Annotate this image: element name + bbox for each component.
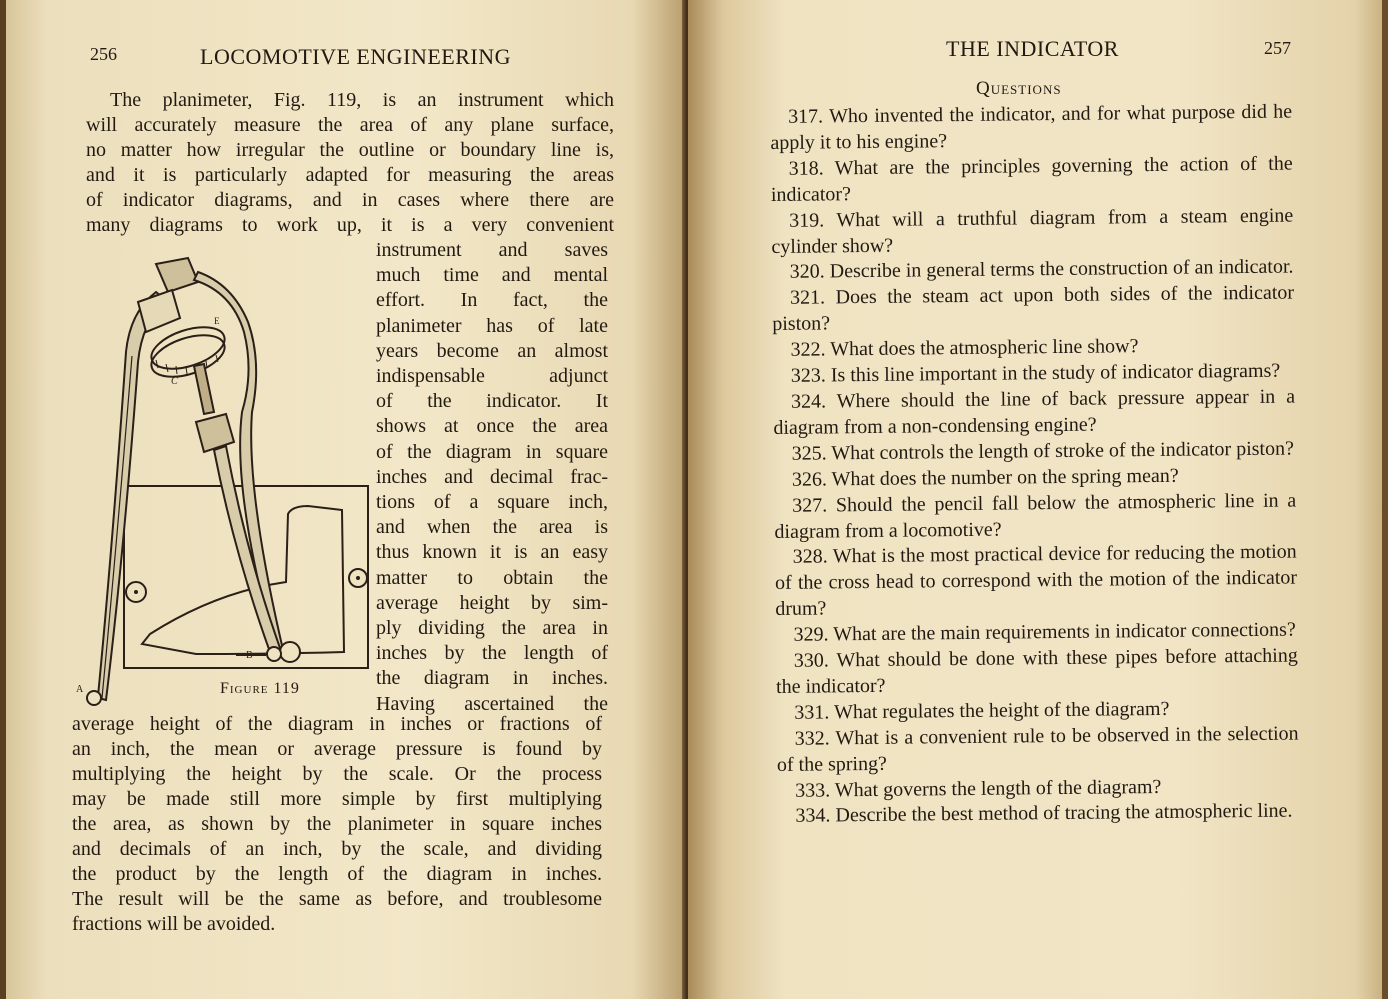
text-line: much time and mental	[376, 264, 608, 287]
text-line: the area, as shown by the planimeter in square inches	[72, 813, 602, 835]
question-text: What does the number on the spring mean?	[831, 464, 1179, 491]
question-number: 323.	[790, 364, 826, 387]
question-number: 324.	[790, 390, 827, 413]
text-line: of the indicator. It	[376, 390, 608, 413]
question-item	[771, 151, 1294, 208]
question-text: Is this line important in the study of indicator diagrams?	[830, 359, 1281, 387]
text-line: multiplying the height by the scale. Or the process	[72, 763, 602, 785]
text-line: inches by the length of	[376, 642, 608, 665]
text-line: and it is particularly adapted for measuring the areas	[86, 164, 614, 186]
right-page-number: 257	[1264, 38, 1291, 58]
question-text: What are the main requirements in indicator connections?	[833, 618, 1296, 646]
question-text: Does the steam act upon both sides of the indicator piston?	[772, 281, 1295, 336]
question-item	[775, 540, 1298, 623]
left-intro-paragraph	[86, 88, 614, 238]
questions-heading: Questions	[976, 78, 1062, 99]
question-text: What is the most practical device for reducing the motion of the cross head to correspond with the motion of the indicator drum?	[774, 540, 1298, 621]
question-text: Where should the line of back pressure appear in a diagram from a non-condensing engine?	[773, 385, 1296, 439]
right-running-head: THE INDICATOR	[946, 36, 1119, 61]
question-text: What does the atmospheric line show?	[830, 335, 1139, 361]
text-line: Having ascertained the	[376, 692, 608, 715]
question-text: What should be done with these pipes before attaching the indicator?	[775, 644, 1298, 698]
text-line: the product by the length of the diagram in inches.	[72, 863, 602, 885]
text-line: instrument and saves	[376, 239, 608, 261]
question-item	[770, 100, 1293, 157]
text-line: planimeter has of late	[376, 314, 608, 337]
question-number: 332.	[794, 727, 830, 750]
text-line: an inch, the mean or average pressure is found by	[72, 738, 602, 760]
text-line: the diagram in inches.	[376, 667, 608, 690]
text-line: of the diagram in square	[376, 440, 608, 463]
text-line: fractions will be avoided.	[72, 913, 276, 935]
question-number: 331.	[794, 701, 830, 724]
questions-list	[770, 100, 1300, 831]
text-line: inches and decimal frac-	[376, 465, 608, 488]
question-number: 325.	[791, 442, 827, 465]
text-line: and when the area is	[376, 516, 608, 539]
question-number: 317.	[788, 105, 824, 128]
text-line: many diagrams to work up, it is a very convenient	[86, 214, 614, 236]
figure-label-e: E	[214, 316, 220, 326]
question-item	[777, 799, 1299, 830]
left-page-number: 256	[90, 44, 117, 64]
text-line: may be made still more simple by first multiplying	[72, 788, 602, 810]
text-line: shows at once the area	[376, 415, 608, 438]
question-item	[772, 281, 1295, 338]
question-text: Describe in general terms the construction of an indicator.	[829, 255, 1294, 283]
question-text: What regulates the height of the diagram?	[833, 697, 1170, 724]
text-line: of indicator diagrams, and in cases where there are	[86, 189, 614, 211]
question-number: 328.	[792, 545, 828, 569]
text-line: tions of a square inch,	[376, 491, 608, 514]
text-line: The planimeter, Fig. 119, is an instrument which	[110, 89, 614, 111]
question-number: 326.	[791, 468, 828, 491]
question-item	[771, 203, 1294, 260]
question-text: Describe the best method of tracing the atmospheric line.	[835, 800, 1293, 827]
text-line: thus known it is an easy	[376, 541, 608, 564]
question-text: What governs the length of the diagram?	[834, 775, 1162, 801]
figure-label-b: B	[246, 650, 253, 661]
question-item	[774, 488, 1297, 545]
question-number: 320.	[789, 260, 825, 284]
left-wrap-column	[376, 238, 608, 717]
question-text: Should the pencil fall below the atmospheric line in a diagram from a locomotive?	[774, 489, 1297, 543]
question-number: 333.	[795, 778, 831, 802]
text-line: matter to obtain the	[376, 566, 608, 589]
question-text: Who invented the indicator, and for what purpose did he apply it to his engine?	[770, 100, 1293, 154]
figure-label-c: C	[171, 376, 178, 387]
question-item	[774, 436, 1296, 467]
text-line: average height of the diagram in inches or fractions of	[72, 713, 602, 735]
text-line: effort. In fact, the	[376, 289, 608, 312]
question-item	[773, 384, 1296, 441]
question-number: 319.	[789, 209, 825, 232]
question-text: What controls the length of stroke of the indicator piston?	[831, 437, 1295, 465]
question-text: What is a convenient rule to be observed in the selection of the spring?	[776, 722, 1299, 776]
text-line: ply dividing the area in	[376, 617, 608, 640]
question-number: 321.	[789, 286, 826, 310]
question-number: 329.	[793, 623, 829, 646]
question-number: 334.	[795, 804, 831, 828]
left-bottom-paragraph	[72, 712, 602, 937]
text-line: no matter how irregular the outline or boundary line is,	[86, 139, 614, 161]
question-number: 322.	[790, 338, 826, 361]
question-item	[777, 721, 1300, 778]
question-number: 318.	[788, 157, 824, 180]
question-text: What are the principles governing the action of the indicator?	[770, 152, 1293, 206]
question-number: 330.	[793, 649, 829, 672]
text-line: average height by sim-	[376, 591, 608, 614]
figure-caption: Figure 119	[220, 680, 300, 697]
question-item	[776, 644, 1299, 701]
text-line: The result will be the same as before, and troublesome	[72, 888, 602, 910]
figure-label-a: A	[76, 684, 84, 695]
text-line: will accurately measure the area of any plane surface,	[86, 114, 614, 136]
text-line: years become an almost	[376, 339, 608, 362]
text-line: and decimals of an inch, by the scale, and dividing	[72, 838, 602, 860]
question-text: What will a truthful diagram from a steam engine cylinder show?	[771, 204, 1294, 258]
left-running-head: LOCOMOTIVE ENGINEERING	[200, 44, 512, 69]
planimeter-figure	[76, 252, 376, 722]
question-number: 327.	[792, 494, 828, 517]
text-line: indispensable adjunct	[376, 365, 608, 388]
